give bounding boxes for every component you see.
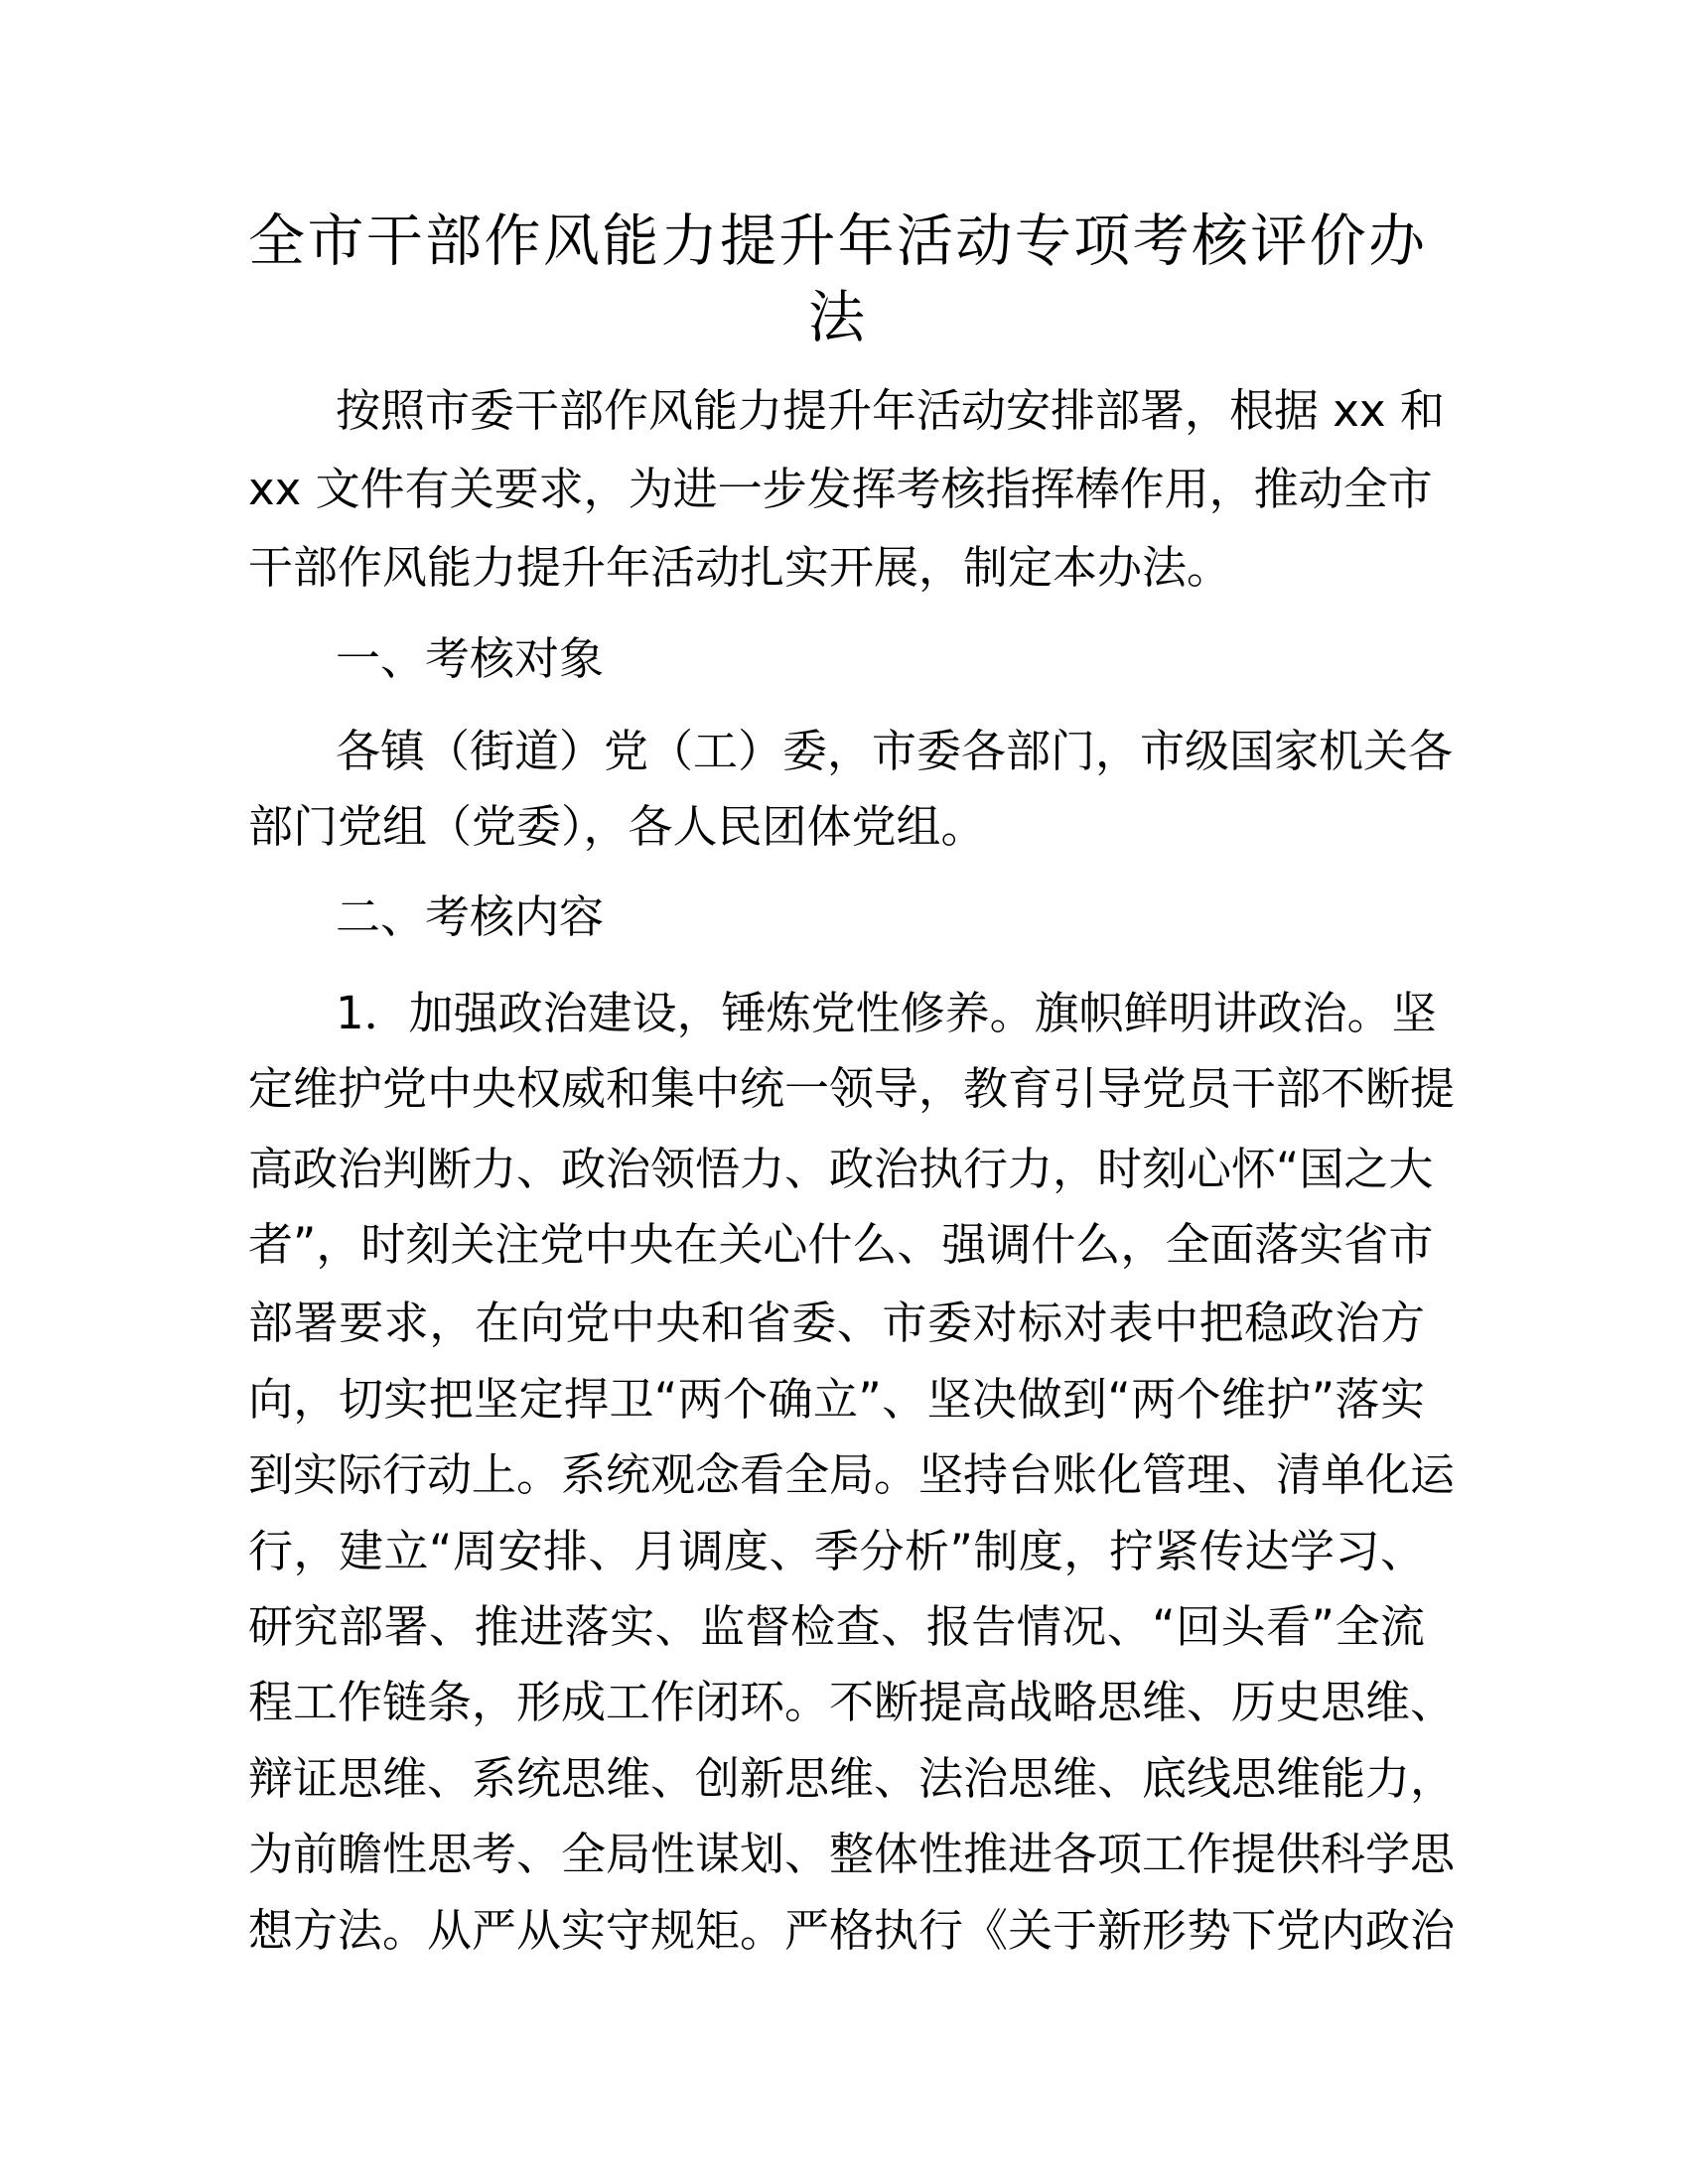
text-line: 行，建立“周安排、月调度、季分析”制度，拧紧传达学习、 xyxy=(248,1525,1425,1577)
section-heading-content: 二、考核内容 xyxy=(336,890,605,943)
text-line: 辩证思维、系统思维、创新思维、法治思维、底线思维能力， xyxy=(248,1752,1456,1805)
text-line: 按照市委干部作风能力提升年活动安排部署，根据 xx 和 xyxy=(336,384,1445,437)
section-heading-targets: 一、考核对象 xyxy=(336,632,605,685)
text-line: 为前瞻性思考、全局性谋划、整体性推进各项工作提供科学思 xyxy=(248,1828,1456,1880)
text-line: 1．加强政治建设，锤炼党性修养。旗帜鲜明讲政治。坚 xyxy=(336,987,1437,1039)
text-line: 向，切实把坚定捍卫“两个确立”、坚决做到“两个维护”落实 xyxy=(248,1373,1425,1426)
text-line: xx 文件有关要求，为进一步发挥考核指挥棒作用，推动全市 xyxy=(248,463,1433,515)
text-line: 部署要求，在向党中央和省委、市委对标对表中把稳政治方 xyxy=(248,1297,1425,1349)
text-line: 定维护党中央权威和集中统一领导，教育引导党员干部不断提 xyxy=(248,1062,1456,1115)
document-title-line-2: 法 xyxy=(808,285,865,350)
text-line: 到实际行动上。系统观念看全局。坚持台账化管理、清单化运 xyxy=(248,1448,1456,1501)
text-line: 干部作风能力提升年活动扎实开展，制定本办法。 xyxy=(248,541,1232,594)
text-line: 各镇（街道）党（工）委，市委各部门，市级国家机关各 xyxy=(336,725,1454,777)
text-line: 高政治判断力、政治领悟力、政治执行力，时刻心怀“国之大 xyxy=(248,1143,1434,1195)
text-line: 程工作链条，形成工作闭环。不断提高战略思维、历史思维、 xyxy=(248,1676,1456,1728)
text-line: 者”，时刻关注党中央在关心什么、强调什么，全面落实省市 xyxy=(248,1218,1434,1271)
document-title-line-1: 全市干部作风能力提升年活动专项考核评价办 xyxy=(248,208,1425,274)
text-line: 想方法。从严从实守规矩。严格执行《关于新形势下党内政治 xyxy=(248,1904,1456,1957)
text-line: 部门党组（党委），各人民团体党组。 xyxy=(248,800,986,853)
text-line: 研究部署、推进落实、监督检查、报告情况、“回头看”全流 xyxy=(248,1600,1425,1653)
